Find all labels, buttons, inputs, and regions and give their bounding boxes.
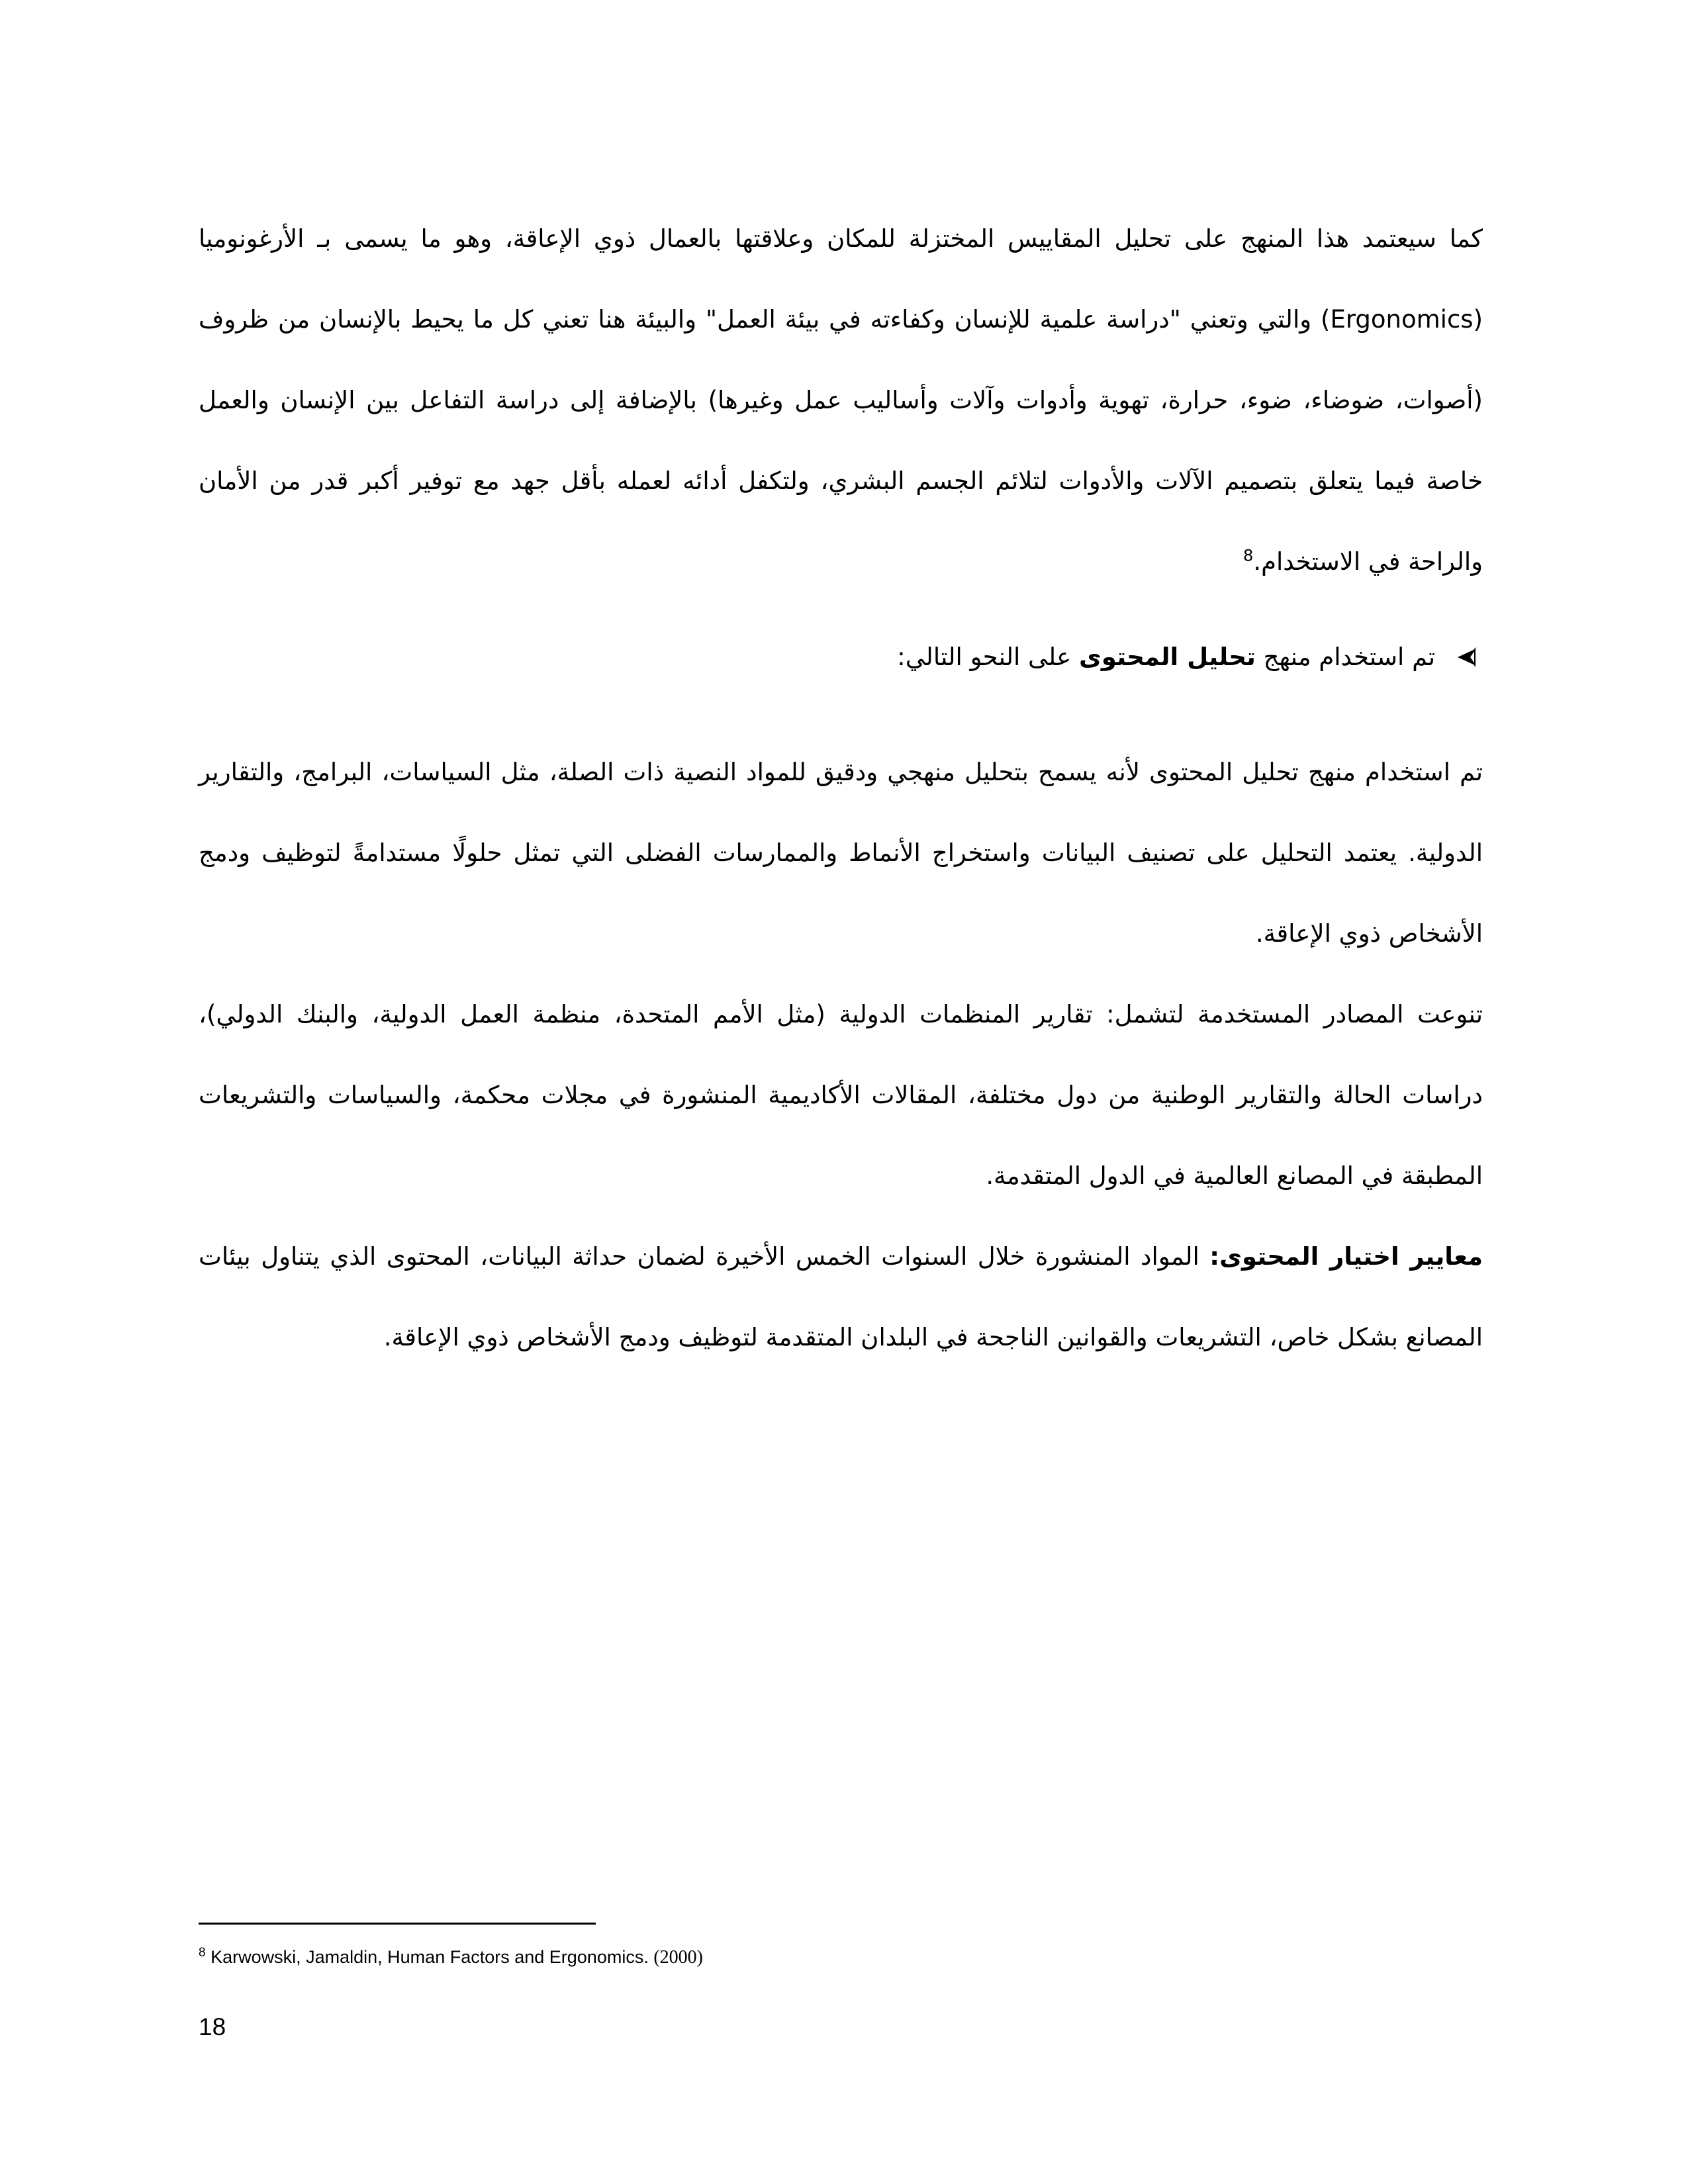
criteria-heading: معايير اختيار المحتوى:	[1209, 1242, 1483, 1271]
footnote-number: 8	[199, 1946, 206, 1960]
paragraph-criteria	[199, 1216, 1483, 1378]
criteria-text: المواد المنشورة خلال السنوات الخمس الأخيرة لضمان حداثة البيانات، المحتوى الذي يتناول بيئات المصانع بشكل خاص، التشريعات والقوانين الناجحة في البلدان المتقدمة لتوظيف ودمج الأشخاص ذوي الإعاقة.	[199, 1242, 1483, 1351]
arrow-bullet-icon	[1455, 647, 1476, 668]
paragraph-ergonomics	[199, 199, 1483, 602]
footnote-text: Karwowski, Jamaldin, Human Factors and Ergonomics.	[205, 1947, 654, 1967]
paragraph-ergonomics-text: كما سيعتمد هذا المنهج على تحليل المقاييس المختزلة للمكان وعلاقتها بالعمال ذوي الإعاقة، وهو ما يسمى بـ الأرغونوميا (Ergonomics) والتي وتعني "دراسة علمية للإنسان وكفاءته في بيئة العمل" والبيئة هنا تعني كل ما يحيط بالإنسان من ظروف (أصوات، ضوضاء، ضوء، حرارة، تهوية وأدوات وآلات وأساليب عمل وغيرها) بالإضافة إلى دراسة التفاعل بين الإنسان والعمل خاصة فيما يتعلق بتصميم الآلات والأدوات لتلائم الجسم البشري، ولتكفل أدائه لعمله بأقل جهد مع توفير أكبر قدر من الأمان والراحة في الاستخدام.	[199, 224, 1483, 576]
bullet-text: تم استخدام منهج تحليل المحتوى على النحو التالي:	[897, 643, 1435, 671]
paragraph-method: تم استخدام منهج تحليل المحتوى لأنه يسمح بتحليل منهجي ودقيق للمواد النصية ذات الصلة، مثل السياسات، البرامج، والتقارير الدولية. يعتمد التحليل على تصنيف البيانات واستخراج الأنماط والممارسات الفضلى التي تمثل حلولًا مستدامةً لتوظيف ودمج الأشخاص ذوي الإعاقة.	[199, 758, 1483, 948]
paragraph-sources: تنوعت المصادر المستخدمة لتشمل: تقارير المنظمات الدولية (مثل الأمم المتحدة، منظمة العمل الدولية، والبنك الدولي)، دراسات الحالة والتقارير الوطنية من دول مختلفة، المقالات الأكاديمية المنشورة في مجلات محكمة، والسياسات والتشريعات المطبقة في المصانع العالمية في الدول المتقدمة.	[199, 1000, 1483, 1190]
bullet-bold-term: تحليل المحتوى	[1078, 643, 1256, 671]
footnote-separator	[199, 1923, 596, 1925]
page-number: 18	[199, 2013, 226, 2040]
bullet-content-analysis	[199, 617, 1483, 698]
footnote-year: (2000)	[653, 1947, 703, 1968]
footnote	[199, 1947, 703, 1968]
footnote-reference[interactable]: 8	[1243, 546, 1254, 565]
body-text	[199, 199, 1483, 1378]
